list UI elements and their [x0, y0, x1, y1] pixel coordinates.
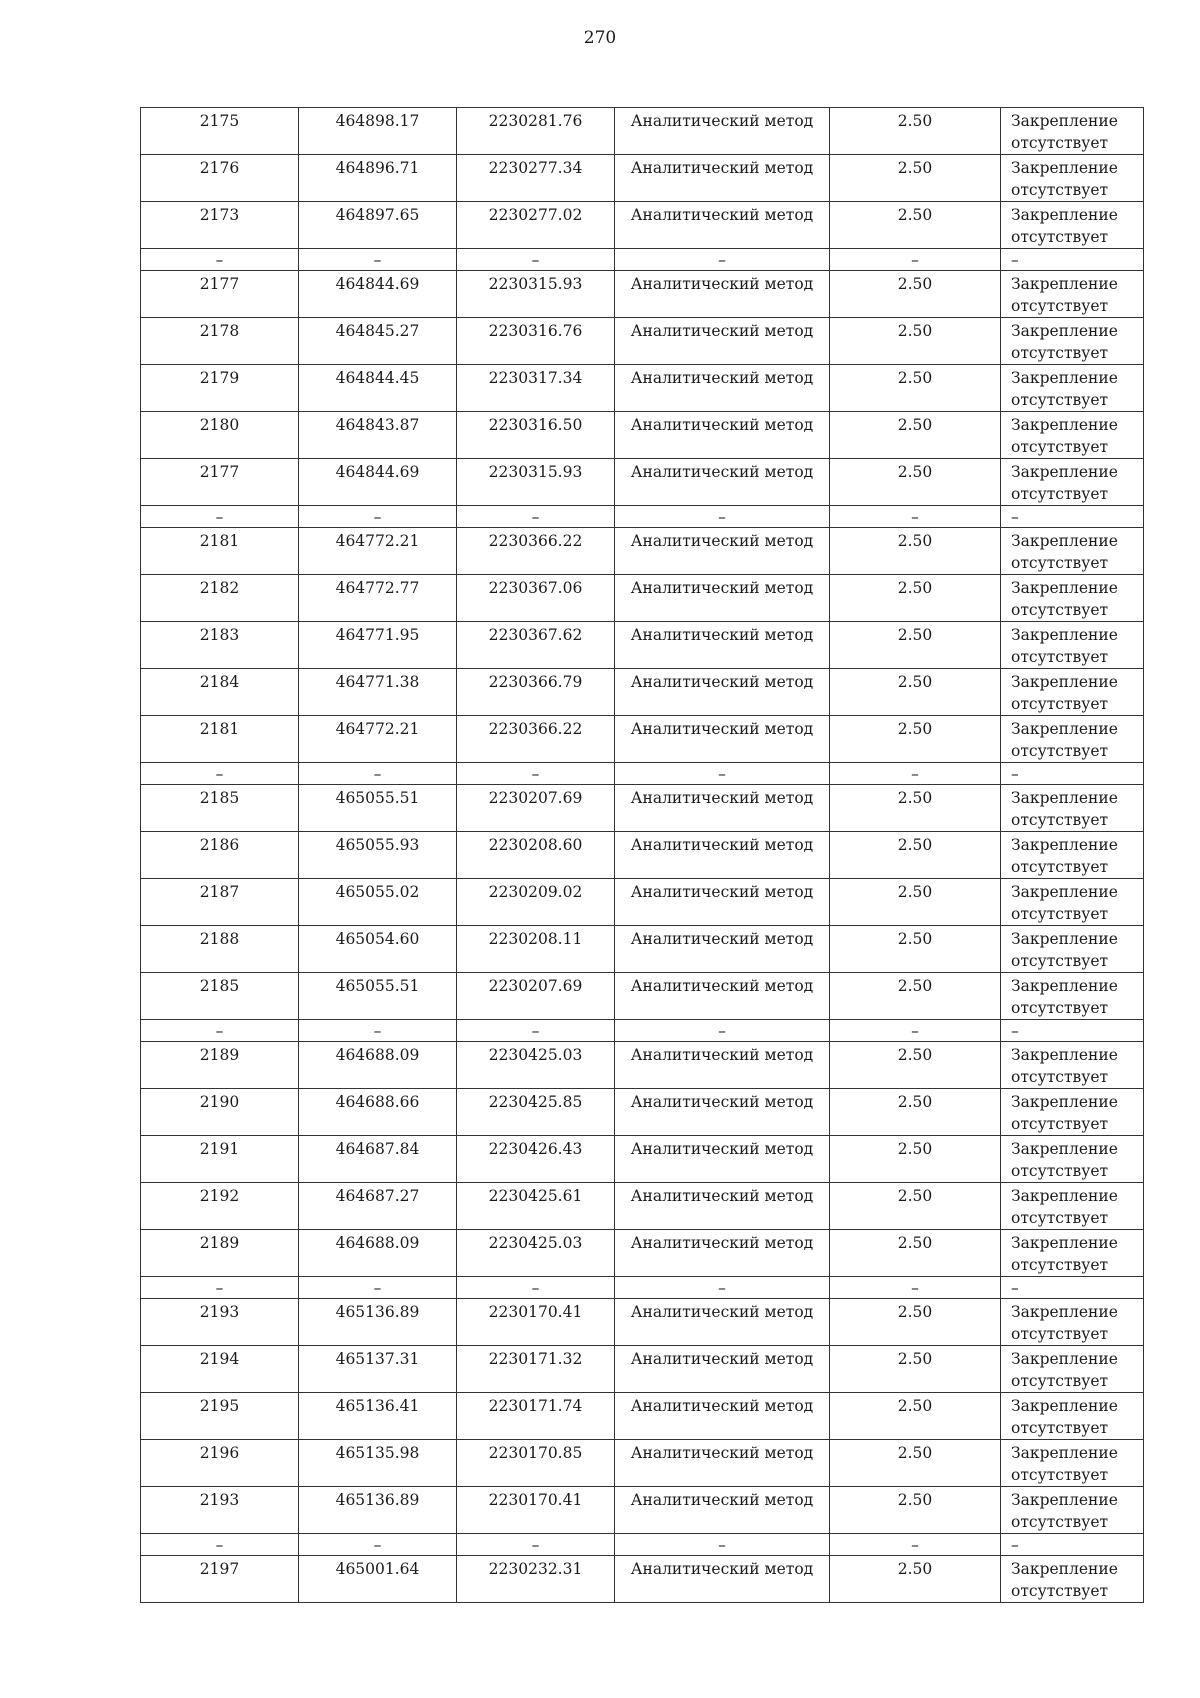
accuracy-cell: – — [830, 506, 1001, 528]
x-coordinate-cell: 465137.31 — [299, 1346, 457, 1393]
page-number: 270 — [583, 28, 617, 48]
y-coordinate-cell: 2230277.34 — [457, 155, 615, 202]
accuracy-cell: 2.50 — [830, 365, 1001, 412]
point-number-cell: 2176 — [141, 155, 299, 202]
method-cell: Аналитический метод — [615, 1440, 830, 1487]
coordinates-table — [140, 107, 1144, 1603]
x-coordinate-cell: 465136.41 — [299, 1393, 457, 1440]
method-cell: Аналитический метод — [615, 1487, 830, 1534]
method-cell: – — [615, 1534, 830, 1556]
accuracy-cell: 2.50 — [830, 1487, 1001, 1534]
point-number-cell: 2193 — [141, 1487, 299, 1534]
accuracy-cell: 2.50 — [830, 879, 1001, 926]
y-coordinate-cell: 2230366.79 — [457, 669, 615, 716]
x-coordinate-cell: 464772.21 — [299, 528, 457, 575]
method-cell: Аналитический метод — [615, 716, 830, 763]
x-coordinate-cell: – — [299, 506, 457, 528]
x-coordinate-cell: 464896.71 — [299, 155, 457, 202]
point-number-cell: – — [141, 1534, 299, 1556]
y-coordinate-cell: 2230207.69 — [457, 785, 615, 832]
method-cell: Аналитический метод — [615, 1136, 830, 1183]
y-coordinate-cell: 2230425.61 — [457, 1183, 615, 1230]
y-coordinate-cell: 2230171.74 — [457, 1393, 615, 1440]
table-row — [141, 832, 1144, 879]
x-coordinate-cell: 465054.60 — [299, 926, 457, 973]
fixing-cell: Закрепление отсутствует — [1001, 1183, 1144, 1230]
table-row — [141, 1440, 1144, 1487]
accuracy-cell: 2.50 — [830, 1042, 1001, 1089]
accuracy-cell: – — [830, 1277, 1001, 1299]
table-row — [141, 1042, 1144, 1089]
method-cell: Аналитический метод — [615, 926, 830, 973]
table-row — [141, 1136, 1144, 1183]
x-coordinate-cell: 464688.66 — [299, 1089, 457, 1136]
table-row — [141, 202, 1144, 249]
method-cell: Аналитический метод — [615, 575, 830, 622]
method-cell: Аналитический метод — [615, 1042, 830, 1089]
separator-row — [141, 249, 1144, 271]
accuracy-cell: 2.50 — [830, 1299, 1001, 1346]
x-coordinate-cell: 464897.65 — [299, 202, 457, 249]
accuracy-cell: 2.50 — [830, 1136, 1001, 1183]
method-cell: Аналитический метод — [615, 1346, 830, 1393]
point-number-cell: 2173 — [141, 202, 299, 249]
accuracy-cell: 2.50 — [830, 412, 1001, 459]
fixing-cell: Закрепление отсутствует — [1001, 528, 1144, 575]
x-coordinate-cell: 464843.87 — [299, 412, 457, 459]
fixing-cell: Закрепление отсутствует — [1001, 318, 1144, 365]
accuracy-cell: 2.50 — [830, 785, 1001, 832]
x-coordinate-cell: 464687.84 — [299, 1136, 457, 1183]
fixing-cell: Закрепление отсутствует — [1001, 716, 1144, 763]
x-coordinate-cell: 464687.27 — [299, 1183, 457, 1230]
fixing-cell: Закрепление отсутствует — [1001, 926, 1144, 973]
point-number-cell: 2188 — [141, 926, 299, 973]
accuracy-cell: 2.50 — [830, 973, 1001, 1020]
point-number-cell: 2194 — [141, 1346, 299, 1393]
x-coordinate-cell: 465001.64 — [299, 1556, 457, 1603]
method-cell: Аналитический метод — [615, 108, 830, 155]
fixing-cell: Закрепление отсутствует — [1001, 459, 1144, 506]
method-cell: Аналитический метод — [615, 155, 830, 202]
method-cell: Аналитический метод — [615, 1089, 830, 1136]
y-coordinate-cell: 2230316.76 — [457, 318, 615, 365]
x-coordinate-cell: 465055.02 — [299, 879, 457, 926]
y-coordinate-cell: 2230316.50 — [457, 412, 615, 459]
accuracy-cell: 2.50 — [830, 832, 1001, 879]
separator-row — [141, 506, 1144, 528]
x-coordinate-cell: 464771.95 — [299, 622, 457, 669]
method-cell: Аналитический метод — [615, 1556, 830, 1603]
x-coordinate-cell: 465055.51 — [299, 973, 457, 1020]
point-number-cell: 2181 — [141, 716, 299, 763]
x-coordinate-cell: 465055.93 — [299, 832, 457, 879]
y-coordinate-cell: – — [457, 1277, 615, 1299]
x-coordinate-cell: 465055.51 — [299, 785, 457, 832]
x-coordinate-cell: 464898.17 — [299, 108, 457, 155]
y-coordinate-cell: – — [457, 763, 615, 785]
point-number-cell: 2182 — [141, 575, 299, 622]
separator-row — [141, 1277, 1144, 1299]
point-number-cell: 2193 — [141, 1299, 299, 1346]
point-number-cell: 2187 — [141, 879, 299, 926]
method-cell: Аналитический метод — [615, 785, 830, 832]
point-number-cell: – — [141, 506, 299, 528]
y-coordinate-cell: 2230366.22 — [457, 528, 615, 575]
y-coordinate-cell: 2230281.76 — [457, 108, 615, 155]
method-cell: Аналитический метод — [615, 1299, 830, 1346]
table-row — [141, 1089, 1144, 1136]
method-cell: Аналитический метод — [615, 365, 830, 412]
fixing-cell: Закрепление отсутствует — [1001, 155, 1144, 202]
y-coordinate-cell: 2230170.41 — [457, 1487, 615, 1534]
y-coordinate-cell: 2230208.11 — [457, 926, 615, 973]
table-row — [141, 1346, 1144, 1393]
x-coordinate-cell: – — [299, 249, 457, 271]
fixing-cell: Закрепление отсутствует — [1001, 832, 1144, 879]
fixing-cell: Закрепление отсутствует — [1001, 785, 1144, 832]
table-row — [141, 528, 1144, 575]
accuracy-cell: 2.50 — [830, 669, 1001, 716]
method-cell: Аналитический метод — [615, 832, 830, 879]
y-coordinate-cell: – — [457, 249, 615, 271]
accuracy-cell: 2.50 — [830, 1230, 1001, 1277]
fixing-cell: Закрепление отсутствует — [1001, 1299, 1144, 1346]
x-coordinate-cell: – — [299, 1534, 457, 1556]
point-number-cell: 2177 — [141, 459, 299, 506]
fixing-cell: Закрепление отсутствует — [1001, 1042, 1144, 1089]
fixing-cell: Закрепление отсутствует — [1001, 365, 1144, 412]
table-row — [141, 1393, 1144, 1440]
point-number-cell: 2191 — [141, 1136, 299, 1183]
fixing-cell: Закрепление отсутствует — [1001, 202, 1144, 249]
method-cell: Аналитический метод — [615, 318, 830, 365]
y-coordinate-cell: – — [457, 1020, 615, 1042]
fixing-cell: Закрепление отсутствует — [1001, 1230, 1144, 1277]
method-cell: – — [615, 1277, 830, 1299]
accuracy-cell: – — [830, 1534, 1001, 1556]
point-number-cell: 2175 — [141, 108, 299, 155]
point-number-cell: 2180 — [141, 412, 299, 459]
point-number-cell: – — [141, 763, 299, 785]
table-row — [141, 365, 1144, 412]
separator-row — [141, 1534, 1144, 1556]
y-coordinate-cell: 2230170.85 — [457, 1440, 615, 1487]
separator-row — [141, 763, 1144, 785]
method-cell: Аналитический метод — [615, 1183, 830, 1230]
method-cell: Аналитический метод — [615, 202, 830, 249]
point-number-cell: 2189 — [141, 1042, 299, 1089]
fixing-cell: Закрепление отсутствует — [1001, 622, 1144, 669]
point-number-cell: – — [141, 1277, 299, 1299]
x-coordinate-cell: 464844.69 — [299, 459, 457, 506]
x-coordinate-cell: 464844.45 — [299, 365, 457, 412]
fixing-cell: Закрепление отсутствует — [1001, 1346, 1144, 1393]
point-number-cell: 2192 — [141, 1183, 299, 1230]
y-coordinate-cell: 2230209.02 — [457, 879, 615, 926]
x-coordinate-cell: – — [299, 1277, 457, 1299]
separator-row — [141, 1020, 1144, 1042]
fixing-cell: – — [1001, 249, 1144, 271]
x-coordinate-cell: 464771.38 — [299, 669, 457, 716]
y-coordinate-cell: – — [457, 1534, 615, 1556]
accuracy-cell: 2.50 — [830, 1089, 1001, 1136]
method-cell: Аналитический метод — [615, 459, 830, 506]
table-row — [141, 155, 1144, 202]
y-coordinate-cell: 2230277.02 — [457, 202, 615, 249]
fixing-cell: Закрепление отсутствует — [1001, 1393, 1144, 1440]
fixing-cell: Закрепление отсутствует — [1001, 271, 1144, 318]
y-coordinate-cell: 2230426.43 — [457, 1136, 615, 1183]
y-coordinate-cell: 2230208.60 — [457, 832, 615, 879]
y-coordinate-cell: 2230170.41 — [457, 1299, 615, 1346]
fixing-cell: – — [1001, 763, 1144, 785]
method-cell: – — [615, 506, 830, 528]
fixing-cell: – — [1001, 1534, 1144, 1556]
x-coordinate-cell: 464772.77 — [299, 575, 457, 622]
x-coordinate-cell: 464688.09 — [299, 1042, 457, 1089]
fixing-cell: Закрепление отсутствует — [1001, 1089, 1144, 1136]
point-number-cell: 2179 — [141, 365, 299, 412]
x-coordinate-cell: 464844.69 — [299, 271, 457, 318]
accuracy-cell: 2.50 — [830, 271, 1001, 318]
point-number-cell: – — [141, 1020, 299, 1042]
accuracy-cell: 2.50 — [830, 622, 1001, 669]
x-coordinate-cell: 464688.09 — [299, 1230, 457, 1277]
method-cell: Аналитический метод — [615, 528, 830, 575]
accuracy-cell: 2.50 — [830, 528, 1001, 575]
fixing-cell: – — [1001, 1020, 1144, 1042]
y-coordinate-cell: 2230425.03 — [457, 1230, 615, 1277]
accuracy-cell: 2.50 — [830, 1346, 1001, 1393]
fixing-cell: Закрепление отсутствует — [1001, 412, 1144, 459]
table-row — [141, 1183, 1144, 1230]
point-number-cell: 2195 — [141, 1393, 299, 1440]
point-number-cell: 2196 — [141, 1440, 299, 1487]
method-cell: Аналитический метод — [615, 622, 830, 669]
table-row — [141, 318, 1144, 365]
fixing-cell: Закрепление отсутствует — [1001, 1440, 1144, 1487]
point-number-cell: 2181 — [141, 528, 299, 575]
table-row — [141, 108, 1144, 155]
x-coordinate-cell: – — [299, 763, 457, 785]
accuracy-cell: 2.50 — [830, 459, 1001, 506]
fixing-cell: Закрепление отсутствует — [1001, 108, 1144, 155]
accuracy-cell: – — [830, 763, 1001, 785]
y-coordinate-cell: 2230232.31 — [457, 1556, 615, 1603]
method-cell: Аналитический метод — [615, 1230, 830, 1277]
table-row — [141, 785, 1144, 832]
fixing-cell: Закрепление отсутствует — [1001, 669, 1144, 716]
y-coordinate-cell: 2230171.32 — [457, 1346, 615, 1393]
x-coordinate-cell: 464772.21 — [299, 716, 457, 763]
point-number-cell: 2197 — [141, 1556, 299, 1603]
point-number-cell: 2190 — [141, 1089, 299, 1136]
table-row — [141, 716, 1144, 763]
point-number-cell: 2185 — [141, 785, 299, 832]
y-coordinate-cell: 2230315.93 — [457, 459, 615, 506]
point-number-cell: 2184 — [141, 669, 299, 716]
x-coordinate-cell: 464845.27 — [299, 318, 457, 365]
accuracy-cell: 2.50 — [830, 1393, 1001, 1440]
y-coordinate-cell: 2230366.22 — [457, 716, 615, 763]
point-number-cell: 2177 — [141, 271, 299, 318]
method-cell: – — [615, 249, 830, 271]
accuracy-cell: 2.50 — [830, 575, 1001, 622]
point-number-cell: 2185 — [141, 973, 299, 1020]
table-row — [141, 973, 1144, 1020]
x-coordinate-cell: 465135.98 — [299, 1440, 457, 1487]
coordinates-table-body — [141, 108, 1144, 1603]
table-row — [141, 669, 1144, 716]
fixing-cell: – — [1001, 1277, 1144, 1299]
fixing-cell: Закрепление отсутствует — [1001, 879, 1144, 926]
fixing-cell: – — [1001, 506, 1144, 528]
table-row — [141, 412, 1144, 459]
accuracy-cell: 2.50 — [830, 202, 1001, 249]
method-cell: – — [615, 763, 830, 785]
accuracy-cell: – — [830, 249, 1001, 271]
fixing-cell: Закрепление отсутствует — [1001, 973, 1144, 1020]
y-coordinate-cell: 2230207.69 — [457, 973, 615, 1020]
accuracy-cell: 2.50 — [830, 1440, 1001, 1487]
fixing-cell: Закрепление отсутствует — [1001, 1487, 1144, 1534]
accuracy-cell: 2.50 — [830, 1556, 1001, 1603]
x-coordinate-cell: 465136.89 — [299, 1487, 457, 1534]
y-coordinate-cell: 2230317.34 — [457, 365, 615, 412]
accuracy-cell: 2.50 — [830, 318, 1001, 365]
point-number-cell: 2178 — [141, 318, 299, 365]
method-cell: Аналитический метод — [615, 271, 830, 318]
table-row — [141, 271, 1144, 318]
fixing-cell: Закрепление отсутствует — [1001, 1556, 1144, 1603]
table-row — [141, 1487, 1144, 1534]
method-cell: Аналитический метод — [615, 412, 830, 459]
point-number-cell: 2186 — [141, 832, 299, 879]
y-coordinate-cell: 2230425.85 — [457, 1089, 615, 1136]
method-cell: Аналитический метод — [615, 1393, 830, 1440]
method-cell: – — [615, 1020, 830, 1042]
accuracy-cell: 2.50 — [830, 716, 1001, 763]
table-row — [141, 879, 1144, 926]
accuracy-cell: 2.50 — [830, 108, 1001, 155]
y-coordinate-cell: – — [457, 506, 615, 528]
table-row — [141, 1299, 1144, 1346]
accuracy-cell: 2.50 — [830, 926, 1001, 973]
accuracy-cell: 2.50 — [830, 155, 1001, 202]
fixing-cell: Закрепление отсутствует — [1001, 1136, 1144, 1183]
x-coordinate-cell: – — [299, 1020, 457, 1042]
y-coordinate-cell: 2230315.93 — [457, 271, 615, 318]
method-cell: Аналитический метод — [615, 879, 830, 926]
method-cell: Аналитический метод — [615, 973, 830, 1020]
table-row — [141, 575, 1144, 622]
accuracy-cell: 2.50 — [830, 1183, 1001, 1230]
point-number-cell: 2183 — [141, 622, 299, 669]
table-row — [141, 622, 1144, 669]
table-row — [141, 459, 1144, 506]
fixing-cell: Закрепление отсутствует — [1001, 575, 1144, 622]
y-coordinate-cell: 2230367.62 — [457, 622, 615, 669]
y-coordinate-cell: 2230425.03 — [457, 1042, 615, 1089]
table-row — [141, 1556, 1144, 1603]
point-number-cell: 2189 — [141, 1230, 299, 1277]
x-coordinate-cell: 465136.89 — [299, 1299, 457, 1346]
point-number-cell: – — [141, 249, 299, 271]
table-row — [141, 1230, 1144, 1277]
accuracy-cell: – — [830, 1020, 1001, 1042]
method-cell: Аналитический метод — [615, 669, 830, 716]
y-coordinate-cell: 2230367.06 — [457, 575, 615, 622]
table-row — [141, 926, 1144, 973]
